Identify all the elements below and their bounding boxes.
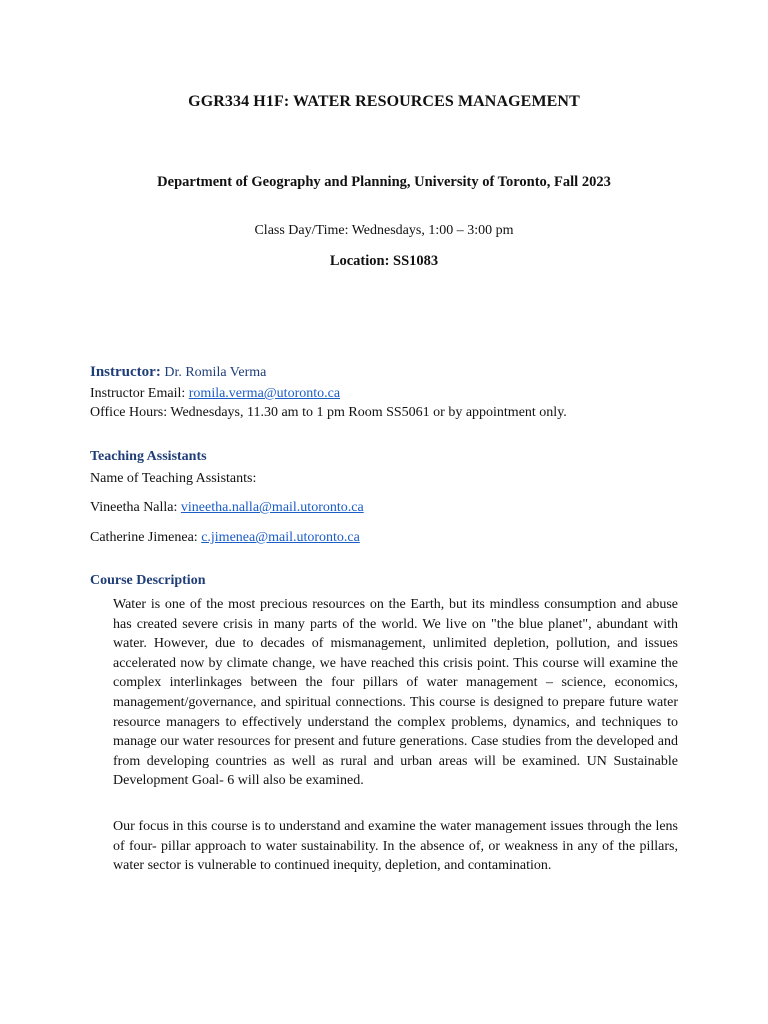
course-description-paragraph-1: Water is one of the most precious resources on the Earth, but its mindless consumption and abuse has created severe crisis in many parts of the world. We live on "the blue planet", abundant with water. However, due to decades of mismanagement, unlimited depletion, pollution, and issues accelerated now by climate change, we have reached this crisis point. This course will examine the complex interlinkages between the four pillars of water management – science, economics, management/governance, and spiritual connections. This course is designed to prepare future water resource managers to effectively understand the complex problems, dynamics, and techniques to manage our water resources for present and future generations. Case studies from the developed and from developing countries as well as rural and urban areas will be examined. UN Sustainable Development Goal- 6 will also be examined. — [113, 597, 678, 789]
instructor-label: Instructor: — [90, 364, 161, 380]
ta-email-link[interactable]: c.jimenea@mail.utoronto.ca — [201, 530, 360, 545]
ta-intro: Name of Teaching Assistants: — [90, 471, 257, 486]
ta-item — [90, 530, 360, 546]
ta-heading: Teaching Assistants — [90, 449, 207, 464]
course-title: GGR334 H1F: WATER RESOURCES MANAGEMENT — [188, 93, 580, 110]
course-description-heading: Course Description — [90, 573, 206, 588]
location-line — [0, 253, 768, 270]
ta-name: Catherine Jimenea: — [90, 530, 198, 545]
location-value: SS1083 — [393, 253, 439, 269]
department-line: Department of Geography and Planning, University of Toronto, Fall 2023 — [157, 174, 611, 190]
location-label: Location: — [329, 253, 390, 269]
ta-name: Vineetha Nalla: — [90, 500, 178, 515]
ta-item — [90, 500, 364, 516]
course-description-paragraph-2: Our focus in this course is to understand and examine the water management issues through the lens of four- pillar approach to water sustainability. In the absence of, or weakness in any of the pillars, water sector is vulnerable to continued inequity, depletion, and contamination. — [113, 819, 678, 874]
ta-email-link[interactable]: vineetha.nalla@mail.utoronto.ca — [180, 500, 364, 515]
office-hours: Office Hours: Wednesdays, 11.30 am to 1 pm Room SS5061 or by appointment only. — [90, 405, 567, 420]
instructor-email-line — [90, 386, 340, 402]
class-time: Class Day/Time: Wednesdays, 1:00 – 3:00 pm — [254, 223, 514, 238]
instructor-email-label: Instructor Email: — [90, 386, 186, 401]
instructor-line — [90, 364, 266, 381]
instructor-name: Dr. Romila Verma — [164, 365, 267, 380]
instructor-email-link[interactable]: romila.verma@utoronto.ca — [188, 386, 341, 401]
